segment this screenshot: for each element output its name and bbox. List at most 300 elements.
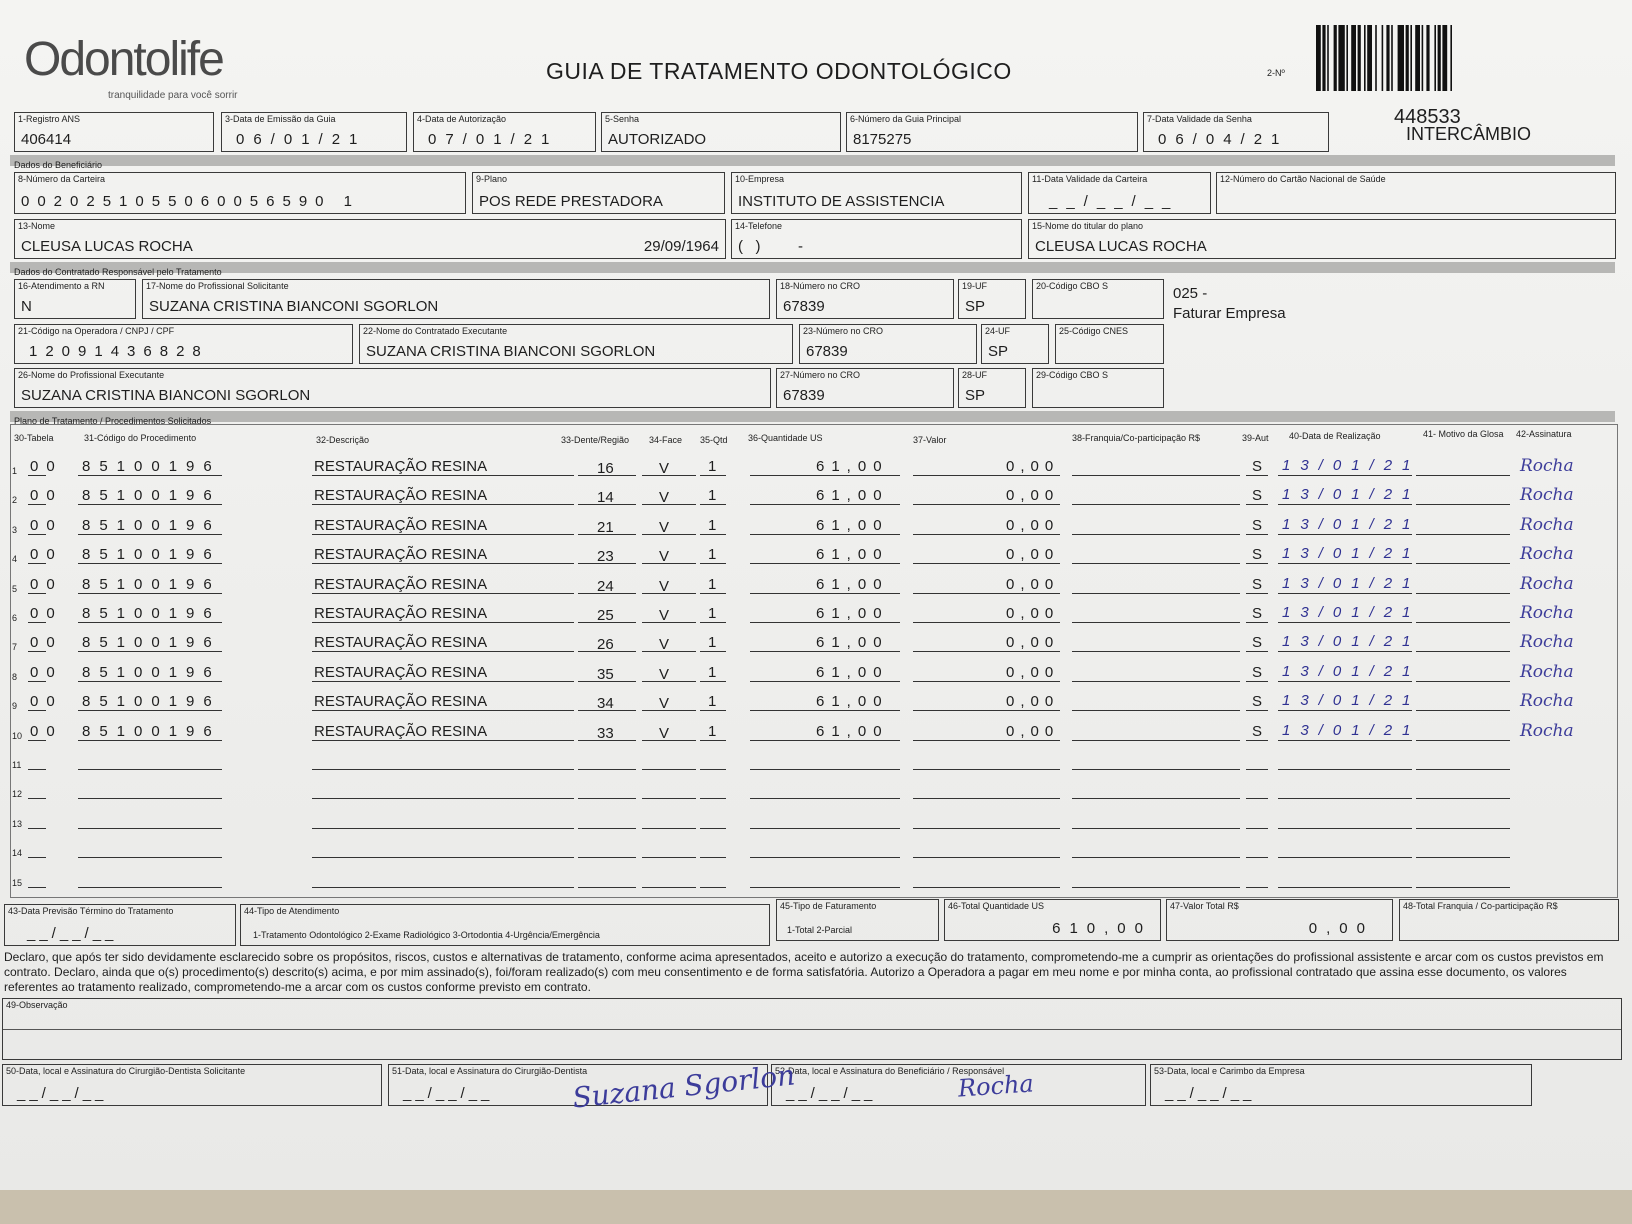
row-number: 7 (12, 642, 18, 653)
total-quantidade-us-value: 610,00 (1052, 920, 1152, 937)
row-qtd: 1 (708, 487, 717, 505)
nome-value: CLEUSA LUCAS ROCHA (21, 238, 193, 255)
row-aut: S (1252, 634, 1263, 652)
cro-23-value: 67839 (806, 343, 848, 360)
row-underline (700, 841, 726, 858)
col-valor: 37-Valor (913, 435, 947, 445)
row-underline (750, 841, 900, 858)
field-total-quantidade-us: 46-Total Quantidade US 610,00 (944, 899, 1161, 941)
row-underline (1416, 459, 1510, 476)
row-quantidade-us: 61,00 (816, 722, 889, 740)
row-descricao: RESTAURAÇÃO RESINA (314, 487, 488, 505)
row-underline (1416, 841, 1510, 858)
row-face: V (659, 636, 670, 654)
row-aut: S (1252, 722, 1263, 740)
row-underline (312, 871, 574, 888)
codigo-operadora-value: 12091436828 (29, 343, 209, 360)
row-dente: 34 (597, 695, 614, 713)
row-aut: S (1252, 605, 1263, 622)
section-plano-tratamento: Plano de Tratamento / Procedimentos Solicitados (10, 411, 1615, 422)
barcode-bar (1410, 25, 1412, 91)
barcode-bar (1426, 25, 1429, 91)
row-descricao: RESTAURAÇÃO RESINA (314, 546, 488, 564)
row-underline (28, 841, 46, 858)
field-titular: 15-Nome do titular do plano CLEUSA LUCAS ROCHA (1028, 219, 1616, 259)
row-face: V (659, 518, 670, 536)
row-underline (1416, 871, 1510, 888)
guia-principal-value: 8175275 (853, 131, 912, 148)
row-tabela: 00 (30, 546, 63, 564)
col-motivo-glosa: 41- Motivo da Glosa (1423, 429, 1504, 439)
row-face: V (659, 577, 670, 595)
row-qtd: 1 (708, 693, 717, 711)
row-dente: 35 (597, 665, 614, 683)
uf-19-value: SP (965, 298, 986, 315)
row-descricao: RESTAURAÇÃO RESINA (314, 575, 488, 593)
col-quantidade-us: 36-Quantidade US (748, 433, 823, 443)
row-underline (312, 753, 574, 770)
row-underline (1072, 871, 1240, 888)
row-codigo: 85100196 (82, 546, 221, 564)
declaration-text: Declaro, que após ter sido devidamente esclarecido sobre os propósitos, riscos, custos e alternativas de tratamento, conforme acima apresentados, aceito e autorizo a execução do tratamento, comprometendo-me a cumprir as orientações do profissional assistente e arcar com os custos previstos em contrato. Declaro, ainda que o(s) procedimento(s) descrito(s) acima, e por mim assinado(s), foi/foram realizado(s) com meu consentimento e de forma satisfatória. Autorizo a Operadora a pagar em meu nome e por minha conta, ao profissional contratado que assina esse documento, os valores referentes ao tratamento realizado, comprometendo-me a arcar com os custos conforme previsto em contrato. (4, 950, 1604, 994)
barcode-bar (1398, 25, 1404, 91)
row-face: V (659, 548, 670, 566)
field-data-autorizacao: 4-Data de Autorização 07/01/21 (413, 112, 596, 152)
row-assinatura: Rocha (1520, 632, 1574, 653)
row-underline (1072, 782, 1240, 799)
row-underline (1246, 753, 1268, 770)
row-underline (78, 841, 222, 858)
row-underline (642, 871, 696, 888)
row-dente: 24 (597, 577, 614, 595)
row-underline (1416, 724, 1510, 741)
field-cnes: 25-Código CNES (1055, 324, 1164, 364)
row-underline (700, 753, 726, 770)
field-previsao-termino: 43-Data Previsão Término do Tratamento __/__/__ (4, 904, 236, 946)
row-number: 10 (12, 730, 23, 741)
row-underline (1278, 871, 1412, 888)
col-aut: 39-Aut (1242, 433, 1269, 443)
row-dente: 33 (597, 724, 614, 742)
row-data-realizacao: 13/01/21 (1282, 721, 1421, 739)
col-descricao: 32-Descrição (316, 435, 370, 445)
row-underline (78, 782, 222, 799)
field-telefone: 14-Telefone ( ) - (731, 219, 1022, 259)
row-number: 6 (12, 613, 18, 623)
row-data-realizacao: 13/01/21 (1282, 662, 1421, 680)
numero-carteira-value: 0020251055060056590 1 (21, 193, 361, 210)
note-025: 025 - (1173, 285, 1208, 302)
row-underline (1072, 547, 1240, 564)
row-face: V (659, 489, 670, 507)
barcode-bar (1334, 25, 1337, 91)
empresa-value: INSTITUTO DE ASSISTENCIA (738, 193, 945, 210)
row-qtd: 1 (708, 458, 717, 475)
row-number: 4 (12, 554, 18, 565)
row-underline (1072, 665, 1240, 682)
row-data-realizacao: 13/01/21 (1282, 545, 1421, 563)
data-autorizacao-value: 07/01/21 (428, 131, 559, 148)
row-underline (1072, 459, 1240, 476)
row-underline (578, 871, 636, 888)
row-underline (1072, 694, 1240, 711)
field-uf-19: 19-UF SP (958, 279, 1026, 319)
signature-beneficiario: Rocha (957, 1069, 1035, 1103)
row-qtd: 1 (708, 546, 717, 564)
row-face: V (659, 460, 670, 477)
row-valor: 0,00 (1006, 605, 1060, 622)
field-profissional-solicitante: 17-Nome do Profissional Solicitante SUZANA CRISTINA BIANCONI SGORLON (142, 279, 770, 319)
row-assinatura: Rocha (1520, 573, 1574, 594)
field-observacao: 49-Observação (2, 998, 1622, 1060)
row-underline (578, 841, 636, 858)
row-tabela: 00 (30, 516, 63, 534)
row-underline (750, 871, 900, 888)
plano-value: POS REDE PRESTADORA (479, 193, 663, 210)
row-underline (1416, 518, 1510, 535)
row-underline (642, 782, 696, 799)
row-assinatura: Rocha (1520, 720, 1574, 741)
row-data-realizacao: 13/01/21 (1282, 604, 1421, 621)
field-plano: 9-Plano POS REDE PRESTADORA (472, 172, 725, 214)
barcode-bar (1375, 25, 1377, 91)
row-underline (1072, 724, 1240, 741)
row-qtd: 1 (708, 605, 717, 622)
row-number: 8 (12, 671, 18, 682)
row-underline (913, 753, 1060, 770)
validade-carteira-value: __/__/__ (1049, 193, 1180, 210)
row-valor: 0,00 (1006, 693, 1060, 711)
row-underline (913, 812, 1060, 829)
barcode-bar (1415, 25, 1420, 91)
row-dente: 14 (597, 489, 614, 507)
row-data-realizacao: 13/01/21 (1282, 486, 1421, 504)
row-underline (1416, 577, 1510, 594)
row-underline (1072, 812, 1240, 829)
data-emissao-value: 06/01/21 (236, 131, 367, 148)
observacao-line (3, 1029, 1621, 1030)
row-number: 2 (12, 495, 18, 506)
row-valor: 0,00 (1006, 575, 1060, 593)
col-franquia: 38-Franquia/Co-participação R$ (1072, 433, 1201, 443)
col-tabela: 30-Tabela (14, 433, 54, 443)
row-quantidade-us: 61,00 (816, 663, 889, 681)
row-quantidade-us: 61,00 (816, 458, 889, 475)
row-underline (1072, 577, 1240, 594)
row-number: 13 (12, 818, 23, 829)
row-assinatura: Rocha (1520, 456, 1574, 476)
data-nascimento: 29/09/1964 (643, 238, 719, 255)
field-cro-27: 27-Número no CRO 67839 (776, 368, 954, 408)
titular-value: CLEUSA LUCAS ROCHA (1035, 238, 1207, 255)
row-face: V (659, 695, 670, 713)
row-codigo: 85100196 (82, 516, 221, 534)
section-beneficiario: Dados do Beneficiário (10, 155, 1615, 166)
field-numero-carteira: 8-Número da Carteira 0020251055060056590 1 (14, 172, 466, 214)
registro-ans-value: 406414 (21, 131, 72, 148)
row-codigo: 85100196 (82, 722, 221, 740)
row-number: 11 (12, 760, 22, 770)
row-quantidade-us: 61,00 (816, 516, 889, 534)
row-aut: S (1252, 575, 1263, 593)
barcode-bar (1338, 25, 1344, 91)
row-underline (1416, 547, 1510, 564)
row-valor: 0,00 (1006, 487, 1060, 505)
row-underline (1072, 635, 1240, 652)
row-assinatura: Rocha (1520, 485, 1574, 506)
barcode-bar (1386, 25, 1389, 91)
row-assinatura: Rocha (1520, 544, 1574, 565)
row-underline (1416, 753, 1510, 770)
row-descricao: RESTAURAÇÃO RESINA (314, 634, 488, 652)
row-data-realizacao: 13/01/21 (1282, 692, 1421, 710)
row-underline (1416, 782, 1510, 799)
row-dente: 23 (597, 548, 614, 566)
row-underline (700, 782, 726, 799)
row-descricao: RESTAURAÇÃO RESINA (314, 693, 488, 711)
row-dente: 16 (597, 460, 614, 477)
field-cro-23: 23-Número no CRO 67839 (799, 324, 977, 364)
section-contratado: Dados do Contratado Responsável pelo Tratamento (10, 262, 1615, 273)
field-cbo-29: 29-Código CBO S (1032, 368, 1164, 408)
row-number: 1 (12, 466, 18, 476)
col-face: 34-Face (649, 435, 683, 445)
field-total-franquia: 48-Total Franquia / Co-participação R$ (1399, 899, 1619, 941)
row-underline (913, 782, 1060, 799)
field-cartao-nacional-saude: 12-Número do Cartão Nacional de Saúde (1216, 172, 1616, 214)
field-valor-total: 47-Valor Total R$ 0,00 (1166, 899, 1393, 941)
row-quantidade-us: 61,00 (816, 605, 889, 622)
row-underline (1246, 871, 1268, 888)
barcode-bar (1391, 25, 1393, 91)
cro-18-value: 67839 (783, 298, 825, 315)
field-guia-principal: 6-Número da Guia Principal 8175275 (846, 112, 1138, 152)
row-underline (1278, 753, 1412, 770)
row-assinatura: Rocha (1520, 603, 1574, 623)
row-underline (78, 753, 222, 770)
barcode-bar (1442, 25, 1447, 91)
barcode-bar (1327, 25, 1329, 91)
barcode-bar (1367, 25, 1372, 91)
row-underline (1278, 812, 1412, 829)
row-aut: S (1252, 487, 1263, 505)
row-underline (1246, 841, 1268, 858)
valor-total-value: 0,00 (1308, 920, 1374, 937)
barcode-bar (1364, 25, 1366, 91)
row-face: V (659, 724, 670, 742)
row-underline (578, 753, 636, 770)
uf-28-value: SP (965, 387, 986, 404)
barcode-bar (1358, 25, 1361, 91)
col-dente: 33-Dente/Região (561, 435, 630, 445)
row-number: 15 (12, 877, 23, 888)
row-number: 9 (12, 701, 18, 712)
row-quantidade-us: 61,00 (816, 487, 889, 505)
field-tipo-atendimento: 44-Tipo de Atendimento 1-Tratamento Odontológico 2-Exame Radiológico 3-Ortodontia 4-Urgência/Emergência (240, 904, 770, 946)
field-senha: 5-Senha AUTORIZADO (601, 112, 841, 152)
row-descricao: RESTAURAÇÃO RESINA (314, 722, 488, 740)
row-underline (913, 871, 1060, 888)
row-underline (1416, 694, 1510, 711)
col-qtd: 35-Qtd (700, 435, 728, 445)
row-underline (28, 753, 46, 770)
row-tabela: 00 (30, 634, 63, 652)
validade-senha-value: 06/04/21 (1158, 131, 1289, 148)
row-quantidade-us: 61,00 (816, 634, 889, 652)
row-tabela: 00 (30, 575, 63, 593)
row-valor: 0,00 (1006, 634, 1060, 652)
cro-27-value: 67839 (783, 387, 825, 404)
row-descricao: RESTAURAÇÃO RESINA (314, 663, 488, 681)
row-assinatura: Rocha (1520, 691, 1574, 712)
row-underline (1246, 782, 1268, 799)
col-assinatura: 42-Assinatura (1516, 429, 1572, 439)
field-empresa: 10-Empresa INSTITUTO DE ASSISTENCIA (731, 172, 1022, 214)
barcode-bar (1422, 25, 1424, 91)
field-registro-ans: 1-Registro ANS 406414 (14, 112, 214, 152)
row-underline (578, 812, 636, 829)
row-underline (312, 812, 574, 829)
row-codigo: 85100196 (82, 693, 221, 711)
row-underline (1416, 665, 1510, 682)
barcode-bar (1406, 25, 1409, 91)
signature-dentista: Suzana Sgorlon (570, 1058, 797, 1115)
guide-number: 448533 (1394, 106, 1461, 128)
field-cbo-20: 20-Código CBO S (1032, 279, 1164, 319)
row-number: 12 (12, 789, 23, 800)
row-underline (1072, 753, 1240, 770)
barcode-bar (1316, 25, 1321, 91)
row-descricao: RESTAURAÇÃO RESINA (314, 516, 488, 534)
row-underline (1416, 812, 1510, 829)
guide-number-label: 2-Nº (1267, 68, 1285, 78)
row-underline (700, 812, 726, 829)
barcode-bar (1382, 25, 1384, 91)
row-underline (1072, 841, 1240, 858)
row-underline (1072, 488, 1240, 505)
field-assinatura-solicitante: 50-Data, local e Assinatura do Cirurgião-Dentista Solicitante __/__/__ (2, 1064, 382, 1106)
row-underline (312, 841, 574, 858)
field-validade-senha: 7-Data Validade da Senha 06/04/21 (1143, 112, 1329, 152)
row-underline (1416, 488, 1510, 505)
row-valor: 0,00 (1006, 546, 1060, 564)
row-underline (1246, 812, 1268, 829)
field-contratado-executante: 22-Nome do Contratado Executante SUZANA CRISTINA BIANCONI SGORLON (359, 324, 793, 364)
row-qtd: 1 (708, 575, 717, 593)
row-descricao: RESTAURAÇÃO RESINA (314, 605, 488, 622)
profissional-solicitante-value: SUZANA CRISTINA BIANCONI SGORLON (149, 298, 439, 315)
row-valor: 0,00 (1006, 663, 1060, 681)
field-uf-28: 28-UF SP (958, 368, 1026, 408)
row-underline (642, 841, 696, 858)
field-cro-18: 18-Número no CRO 67839 (776, 279, 954, 319)
row-underline (28, 871, 46, 888)
row-codigo: 85100196 (82, 458, 221, 475)
row-underline (1278, 782, 1412, 799)
row-quantidade-us: 61,00 (816, 575, 889, 593)
row-qtd: 1 (708, 722, 717, 740)
row-valor: 0,00 (1006, 458, 1060, 475)
field-tipo-faturamento: 45-Tipo de Faturamento 1-Total 2-Parcial (776, 899, 939, 941)
odontolife-logo: Odontolife (24, 33, 223, 86)
field-uf-24: 24-UF SP (981, 324, 1049, 364)
page-title: GUIA DE TRATAMENTO ODONTOLÓGICO (546, 58, 1012, 84)
guide-type: INTERCÂMBIO (1406, 124, 1532, 144)
field-data-emissao: 3-Data de Emissão da Guia 06/01/21 (221, 112, 407, 152)
row-data-realizacao: 13/01/21 (1282, 633, 1421, 651)
field-assinatura-beneficiario: 52-Data, local e Assinatura do Beneficiário / Responsável __/__/__ (771, 1064, 1146, 1106)
row-number: 14 (12, 848, 23, 859)
row-underline (642, 753, 696, 770)
row-underline (1416, 635, 1510, 652)
row-valor: 0,00 (1006, 516, 1060, 534)
row-codigo: 85100196 (82, 575, 221, 593)
row-underline (1072, 518, 1240, 535)
logo-tagline: tranquilidade para você sorrir (108, 90, 238, 101)
row-codigo: 85100196 (82, 605, 221, 622)
field-validade-carteira: 11-Data Validade da Carteira __/__/__ (1028, 172, 1211, 214)
row-underline (1072, 606, 1240, 623)
row-aut: S (1252, 663, 1263, 681)
row-face: V (659, 665, 670, 683)
row-underline (750, 812, 900, 829)
row-assinatura: Rocha (1520, 661, 1574, 682)
row-quantidade-us: 61,00 (816, 693, 889, 711)
row-tabela: 00 (30, 605, 63, 622)
row-aut: S (1252, 693, 1263, 711)
field-profissional-executante: 26-Nome do Profissional Executante SUZANA CRISTINA BIANCONI SGORLON (14, 368, 771, 408)
row-face: V (659, 607, 670, 624)
row-valor: 0,00 (1006, 722, 1060, 740)
atendimento-rn-value: N (21, 298, 32, 315)
row-dente: 21 (597, 518, 614, 536)
row-underline (913, 841, 1060, 858)
row-tabela: 00 (30, 722, 63, 740)
contratado-executante-value: SUZANA CRISTINA BIANCONI SGORLON (366, 343, 656, 360)
row-qtd: 1 (708, 516, 717, 534)
barcode-bar (1434, 25, 1436, 91)
row-underline (28, 782, 46, 799)
row-aut: S (1252, 546, 1263, 564)
row-tabela: 00 (30, 663, 63, 681)
row-underline (28, 812, 46, 829)
row-underline (700, 871, 726, 888)
row-underline (78, 812, 222, 829)
row-assinatura: Rocha (1520, 514, 1574, 535)
row-underline (1416, 606, 1510, 623)
row-number: 5 (12, 583, 18, 594)
row-descricao: RESTAURAÇÃO RESINA (314, 458, 488, 475)
telefone-value: ( ) - (738, 238, 803, 255)
row-tabela: 00 (30, 693, 63, 711)
barcode (1316, 25, 1534, 91)
col-data-realizacao: 40-Data de Realização (1289, 431, 1381, 441)
barcode-bar (1450, 25, 1452, 91)
row-codigo: 85100196 (82, 663, 221, 681)
field-atendimento-rn: 16-Atendimento a RN N (14, 279, 136, 319)
row-aut: S (1252, 458, 1263, 475)
field-carimbo-empresa: 53-Data, local e Carimbo da Empresa __/__/__ (1150, 1064, 1532, 1106)
note-faturar-empresa: Faturar Empresa (1173, 305, 1286, 322)
field-assinatura-dentista: 51-Data, local e Assinatura do Cirurgião-Dentista __/__/__ (388, 1064, 768, 1106)
row-quantidade-us: 61,00 (816, 546, 889, 564)
row-underline (750, 753, 900, 770)
row-qtd: 1 (708, 634, 717, 652)
row-data-realizacao: 13/01/21 (1282, 457, 1421, 474)
senha-value: AUTORIZADO (608, 131, 707, 148)
row-underline (642, 812, 696, 829)
row-dente: 26 (597, 636, 614, 654)
